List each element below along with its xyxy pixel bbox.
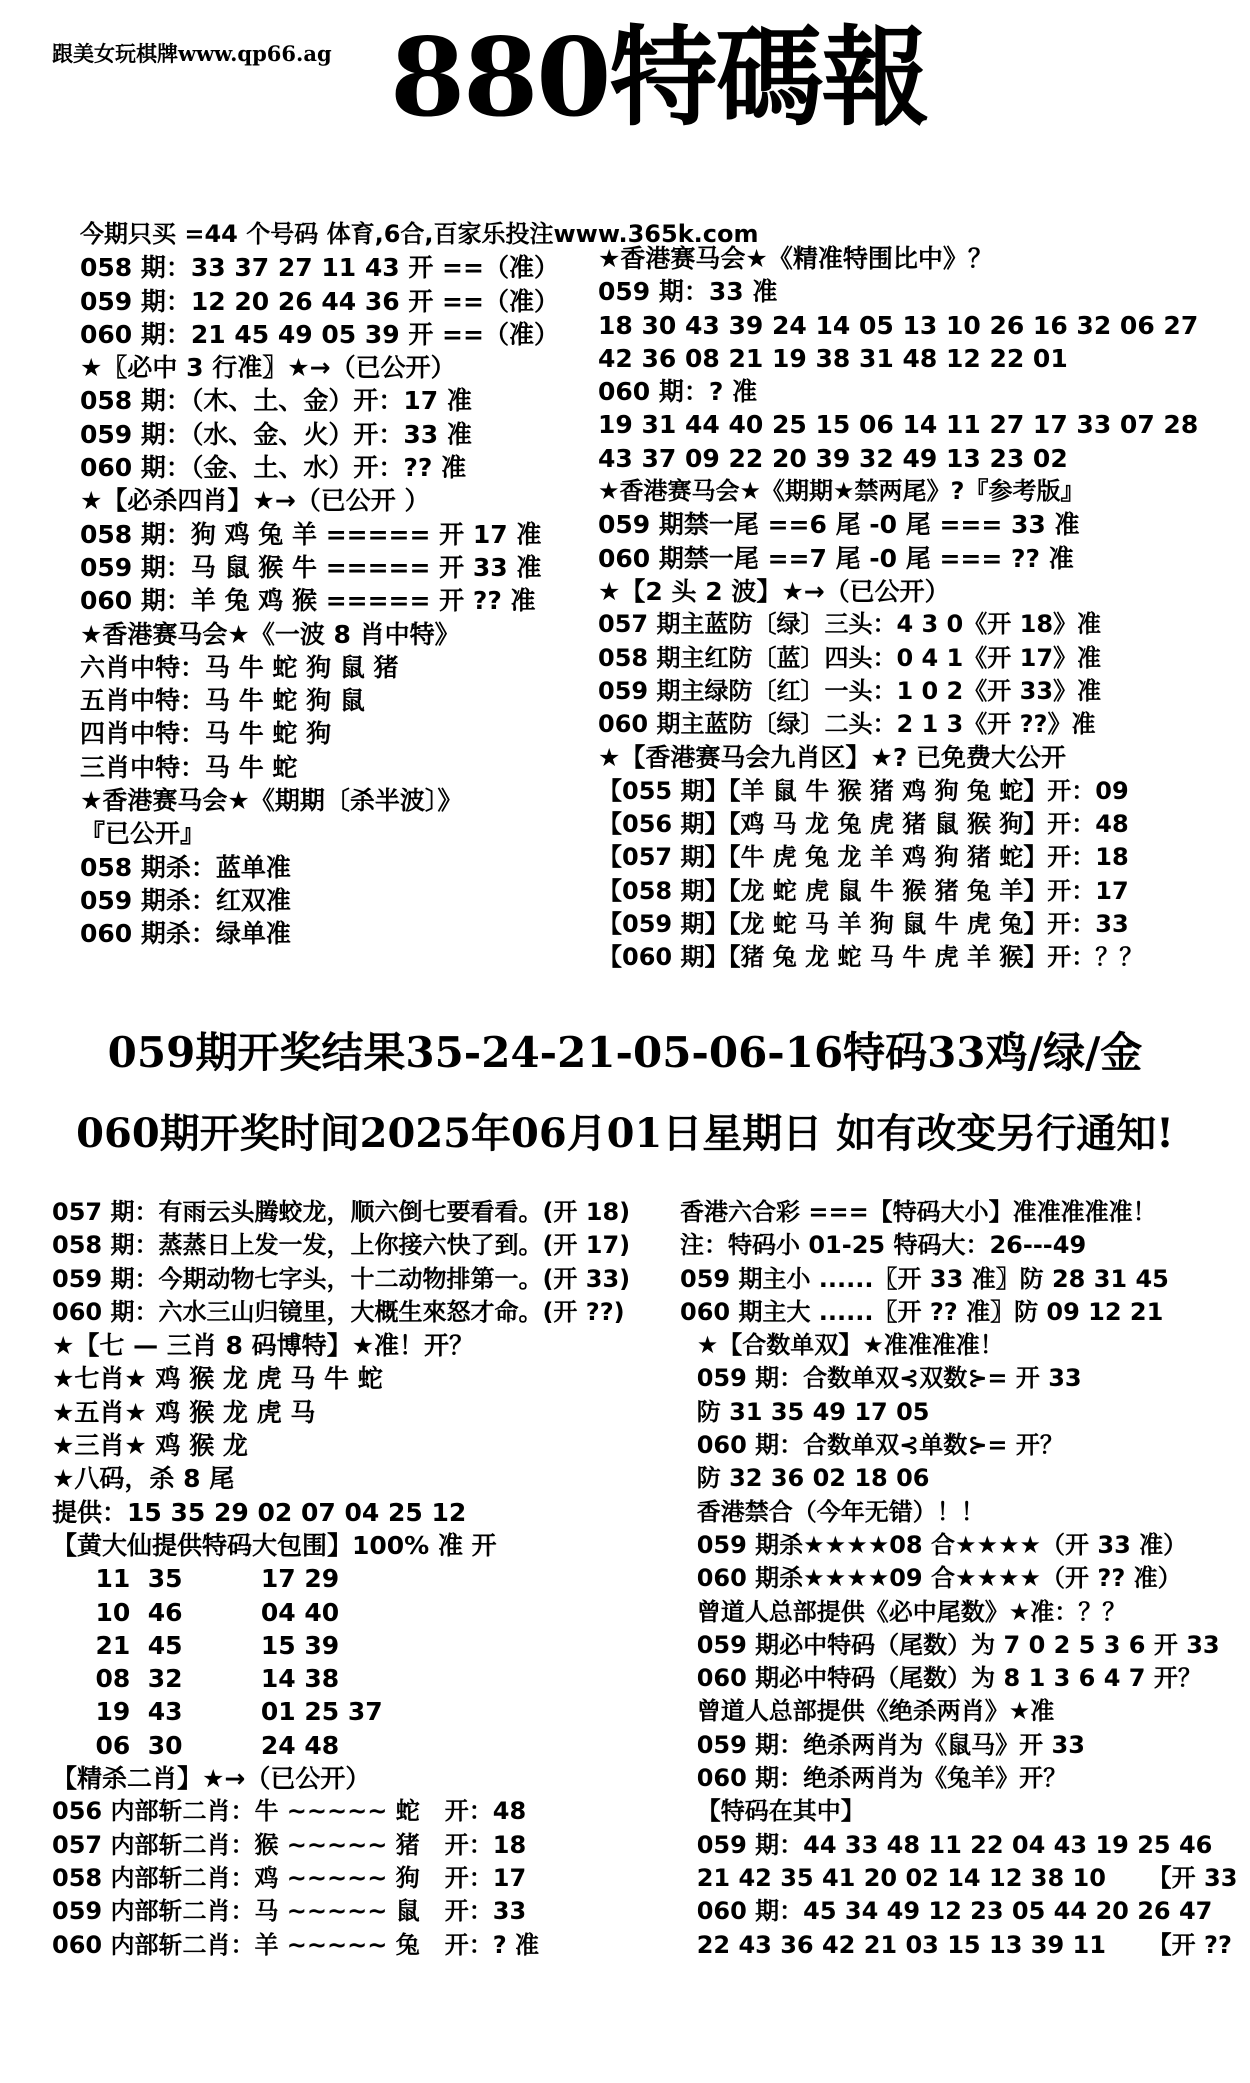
text-line: 059 期：合数单双⊰双数⊱= 开 33 (680, 1364, 1082, 1393)
text-line: 060 期：21 45 49 05 39 开 ==（准） (80, 319, 559, 349)
result-line: 059期开奖结果35-24-21-05-06-16特码33鸡/绿/金 (107, 1028, 1143, 1077)
section-heading: ★香港赛马会★《精准特围比中》？ (598, 244, 993, 273)
section-heading: 香港六合彩 ===【特码大小】准准准准准！ (680, 1198, 1157, 1226)
number-row: 43 37 09 22 20 39 32 49 13 23 02 (598, 443, 1068, 473)
text-line: 059 期禁一尾 ==6 尾 -0 尾 === 33 准 (598, 510, 1080, 540)
text-line: 防 32 36 02 18 06 (680, 1464, 930, 1493)
text-line: 060 期：（金、土、水）开：?? 准 (80, 453, 467, 483)
text-line: 060 期禁一尾 ==7 尾 -0 尾 === ?? 准 (598, 543, 1074, 573)
text-line: 060 内部斩二肖：羊 ~~~~~ 兔 开：? 准 (52, 1930, 540, 1959)
text-line: ★八码，杀 8 尾 (52, 1464, 235, 1494)
text-line: 058 期：（木、土、金）开：17 准 (80, 386, 472, 416)
text-line: 六肖中特：马 牛 蛇 狗 鼠 猪 (80, 652, 399, 682)
number-row: 21 45 15 39 (52, 1630, 340, 1660)
number-row: 10 46 04 40 (52, 1597, 340, 1627)
section-heading: 【特码在其中】 (680, 1797, 865, 1826)
text-line: 057 期主蓝防〔绿〕三头：4 3 0《开 18》准 (598, 610, 1102, 639)
section-heading: ★【必杀四肖】★→（已公开 ） (80, 486, 430, 516)
section-heading: 曾道人总部提供《绝杀两肖》★准 (680, 1697, 1055, 1726)
number-row: 059 期：44 33 48 11 22 04 43 19 25 46 (680, 1830, 1213, 1859)
text-line: 060 期：羊 兔 鸡 猴 ===== 开 ?? 准 (80, 586, 536, 616)
draw-time-line: 060期开奖时间2025年06月01日星期日 如有改变另行通知! (76, 1110, 1174, 1157)
number-row: 08 32 14 38 (52, 1664, 340, 1694)
number-row: 19 31 44 40 25 15 06 14 11 27 17 33 07 28 (598, 410, 1199, 440)
text-line: 『已公开』 (80, 819, 206, 849)
text-line: 【056 期】【鸡 马 龙 兔 虎 猪 鼠 猴 狗】开：48 (598, 810, 1129, 839)
section-heading: ★【合数单双】★准准准准！ (680, 1331, 1004, 1360)
text-line: 059 内部斩二肖：马 ~~~~~ 鼠 开：33 (52, 1897, 527, 1926)
text-line: ★五肖★ 鸡 猴 龙 虎 马 (52, 1397, 316, 1427)
text-line: 注：特码小 01-25 特码大：26---49 (680, 1231, 1087, 1260)
text-line: 058 期主红防〔蓝〕四头：0 4 1《开 17》准 (598, 643, 1102, 672)
text-line: 058 期：蒸蒸日上发一发，上你接六快了到。(开 17) (52, 1231, 631, 1260)
text-line: 三肖中特：马 牛 蛇 (80, 752, 298, 782)
number-row: 060 期：45 34 49 12 23 05 44 20 26 47 (680, 1897, 1213, 1926)
number-row: 42 36 08 21 19 38 31 48 12 22 01 (598, 343, 1068, 373)
section-heading: 香港禁合（今年无错）！！ (680, 1497, 985, 1526)
text-line: 060 期：六水三山归镜里，大概生來怒才命。(开 ??) (52, 1297, 625, 1326)
text-line: 059 期杀★★★★08 合★★★★（开 33 准） (680, 1530, 1188, 1559)
text-line: 060 期：合数单双⊰单数⊱= 开？ (680, 1431, 1064, 1460)
text-line: 060 期：绝杀两肖为《兔羊》开？ (680, 1764, 1068, 1793)
site-banner: 跟美女玩棋牌www.qp66.ag (52, 41, 332, 66)
text-line: 059 期杀：红双准 (80, 885, 291, 915)
left-bottom-column (52, 1196, 682, 1962)
section-heading: ★香港赛马会★《期期〔杀半波〕》 (80, 786, 463, 816)
text-line: 057 内部斩二肖：猴 ~~~~~ 猪 开：18 (52, 1830, 527, 1859)
text-line: 060 期主蓝防〔绿〕二头：2 1 3《开 ??》准 (598, 710, 1096, 739)
text-line: 提供：15 35 29 02 07 04 25 12 (52, 1497, 467, 1527)
text-line: 059 期必中特码（尾数）为 7 0 2 5 3 6 开 33 (680, 1630, 1220, 1659)
text-line: 四肖中特：马 牛 蛇 狗 (80, 719, 332, 749)
section-heading: ★【香港赛马会九肖区】★? 已免费大公开 (598, 743, 1067, 773)
text-line: 060 期：? 准 (598, 377, 758, 407)
text-line: 057 期：有雨云头腾蛟龙，顺六倒七要看看。(开 18) (52, 1198, 631, 1226)
text-line: 059 期：绝杀两肖为《鼠马》开 33 (680, 1730, 1085, 1759)
text-line: 059 期：（水、金、火）开：33 准 (80, 419, 472, 449)
promo-line: 今期只买 =44 个号码 体育,6合,百家乐投注www.365k.com (80, 220, 759, 248)
text-line: 056 内部斩二肖：牛 ~~~~~ 蛇 开：48 (52, 1797, 527, 1826)
text-line: 防 31 35 49 17 05 (680, 1397, 930, 1426)
page-title: 880特碼報 (390, 15, 928, 141)
section-heading: 【黄大仙提供特码大包围】100% 准 开 (52, 1530, 497, 1560)
number-row: 11 35 17 29 (52, 1564, 340, 1594)
text-line: ★三肖★ 鸡 猴 龙 (52, 1431, 248, 1461)
text-line: 059 期主小 ......〖开 33 准〗防 28 31 45 (680, 1264, 1169, 1293)
section-heading: ★【2 头 2 波】★→（已公开） (598, 576, 950, 606)
section-heading: 【精杀二肖】★→（已公开） (52, 1764, 371, 1794)
number-row: 19 43 01 25 37 (52, 1697, 383, 1727)
text-line: 058 期：狗 鸡 兔 羊 ===== 开 17 准 (80, 519, 542, 549)
text-line: 058 期杀：蓝单准 (80, 852, 291, 882)
text-line: 【055 期】【羊 鼠 牛 猴 猪 鸡 狗 兔 蛇】开：09 (598, 776, 1129, 805)
text-line: 058 内部斩二肖：鸡 ~~~~~ 狗 开：17 (52, 1863, 527, 1892)
number-row: 18 30 43 39 24 14 05 13 10 26 16 32 06 27 (598, 310, 1199, 340)
text-line: 058 期：33 37 27 11 43 开 ==（准） (80, 253, 559, 283)
text-line: 【060 期】【猪 兔 龙 蛇 马 牛 虎 羊 猴】开：？？ (598, 943, 1144, 972)
text-line: 【057 期】【牛 虎 兔 龙 羊 鸡 狗 猪 蛇】开：18 (598, 843, 1129, 872)
text-line: 【058 期】【龙 蛇 虎 鼠 牛 猴 猪 兔 羊】开：17 (598, 876, 1129, 905)
text-line: 059 期：今期动物七字头，十二动物排第一。(开 33) (52, 1264, 631, 1293)
text-line: 【059 期】【龙 蛇 马 羊 狗 鼠 牛 虎 兔】开：33 (598, 909, 1129, 938)
text-line: 059 期主绿防〔红〕一头：1 0 2《开 33》准 (598, 676, 1102, 705)
text-line: ★七肖★ 鸡 猴 龙 虎 马 牛 蛇 (52, 1364, 383, 1394)
text-line: 059 期：马 鼠 猴 牛 ===== 开 33 准 (80, 552, 542, 582)
number-row: 21 42 35 41 20 02 14 12 38 10 【开 33 (680, 1863, 1238, 1892)
number-row: 06 30 24 48 (52, 1730, 340, 1760)
section-heading: 曾道人总部提供《必中尾数》★准：？？ (680, 1597, 1127, 1626)
text-line: 059 期：12 20 26 44 36 开 ==（准） (80, 286, 559, 316)
right-bottom-column (680, 1196, 1240, 1962)
section-heading: ★香港赛马会★《期期★禁两尾》?『参考版』 (598, 477, 1085, 506)
text-line: 五肖中特：马 牛 蛇 狗 鼠 (80, 686, 365, 716)
section-heading: ★【七 — 三肖 8 码博特】★准！开？ (52, 1331, 475, 1361)
text-line: 059 期：33 准 (598, 277, 778, 307)
text-line: 060 期必中特码（尾数）为 8 1 3 6 4 7 开？ (680, 1664, 1202, 1693)
text-line: 060 期杀：绿单准 (80, 919, 291, 949)
text-line: 060 期杀★★★★09 合★★★★（开 ?? 准） (680, 1564, 1182, 1593)
section-heading: ★香港赛马会★《一波 8 肖中特》 (80, 619, 460, 649)
right-top-column (598, 242, 1238, 975)
section-heading: ★〖必中 3 行准〗★→（已公开） (80, 353, 456, 383)
text-line: 060 期主大 ......〖开 ?? 准〗防 09 12 21 (680, 1297, 1164, 1326)
number-row: 22 43 36 42 21 03 15 13 39 11 【开 ?? (680, 1930, 1232, 1959)
